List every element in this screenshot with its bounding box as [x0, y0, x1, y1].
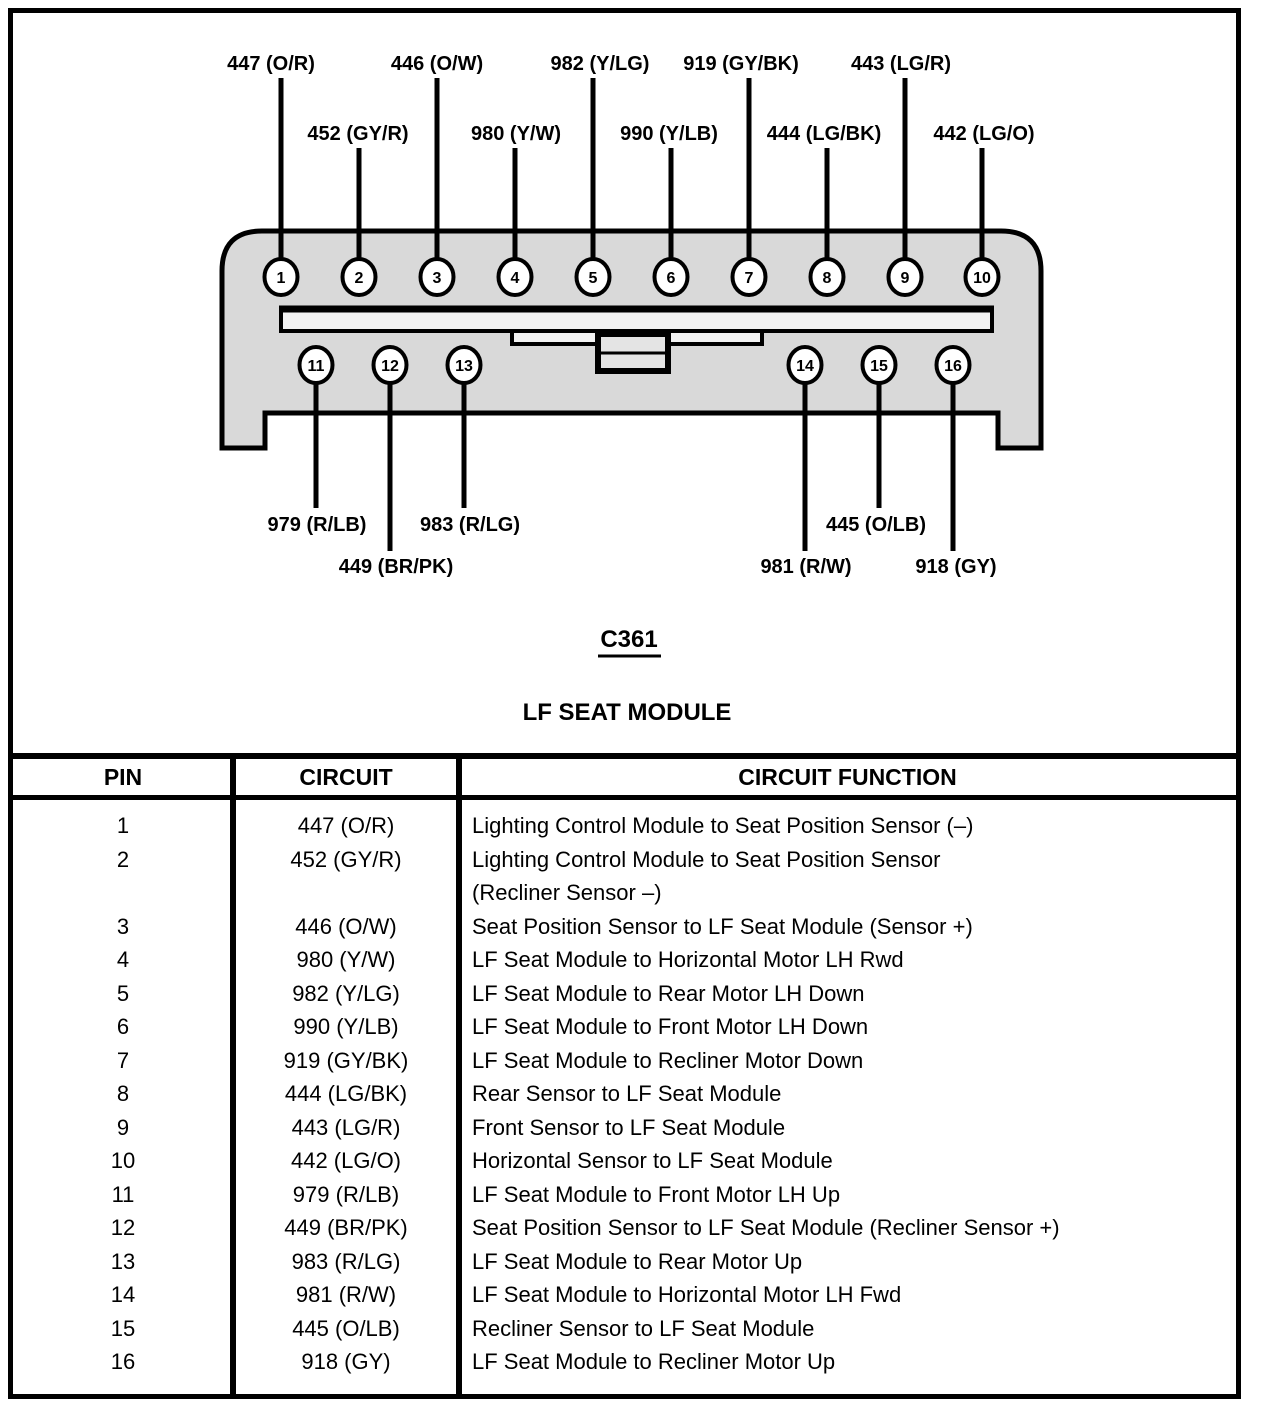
cell-circuit-function — [459, 1044, 1236, 1078]
pin-11 — [300, 347, 333, 383]
wire-label-pin-9: 443 (LG/R) — [850, 53, 952, 75]
cell-circuit: 982 (Y/LG) — [292, 980, 400, 1006]
cell-circuit-function — [459, 910, 1236, 944]
circuit-function-line: Lighting Control Module to Seat Position Sensor (–) — [472, 813, 974, 838]
wire-label-pin-13: 983 (R/LG) — [419, 514, 521, 536]
cell-circuit-function — [459, 809, 1236, 843]
wire-label-pin-1: 447 (O/R) — [227, 53, 315, 75]
pin-14-number: 14 — [796, 358, 814, 375]
pin-14 — [789, 347, 822, 383]
cell-circuit: 980 (Y/W) — [296, 947, 396, 972]
cell-pin: 3 — [116, 913, 130, 939]
circuit-function-line: Seat Position Sensor to LF Seat Module (Sensor +) — [472, 913, 973, 939]
pin-8-number: 8 — [822, 270, 832, 287]
pin-15-number: 15 — [870, 358, 888, 375]
cell-pin: 12 — [110, 1215, 136, 1240]
cell-pin: 5 — [116, 980, 130, 1006]
cell-circuit-function — [459, 1245, 1236, 1279]
circuit-function-line: LF Seat Module to Horizontal Motor LH Fwd — [472, 1282, 902, 1307]
wire-label-pin-7: 919 (GY/BK) — [683, 53, 799, 75]
cell-pin: 7 — [116, 1047, 130, 1073]
cell-circuit: 446 (O/W) — [295, 913, 397, 939]
pin-2-number: 2 — [354, 270, 364, 287]
pin-7 — [733, 259, 766, 295]
cell-circuit: 979 (R/LB) — [292, 1181, 400, 1207]
pin-12 — [374, 347, 407, 383]
table-row — [13, 1178, 1236, 1212]
pin-5 — [577, 259, 610, 295]
circuit-function-line: LF Seat Module to Horizontal Motor LH Rwd — [472, 947, 904, 972]
cell-pin: 4 — [116, 947, 130, 972]
circuit-function-line: LF Seat Module to Recliner Motor Down — [472, 1047, 864, 1073]
circuit-function-line: LF Seat Module to Front Motor LH Down — [472, 1014, 869, 1039]
wire-label-pin-10: 442 (LG/O) — [933, 123, 1035, 145]
cell-circuit: 919 (GY/BK) — [283, 1047, 409, 1073]
pin-1 — [265, 259, 298, 295]
pin-2 — [343, 259, 376, 295]
cell-pin: 2 — [116, 846, 130, 872]
cell-pin: 6 — [116, 1014, 130, 1039]
wire-label-pin-12: 449 (BR/PK) — [338, 556, 454, 578]
pin-10 — [966, 259, 999, 295]
cell-circuit: 445 (O/LB) — [292, 1315, 400, 1341]
header-circuit-function: CIRCUIT FUNCTION — [738, 764, 957, 790]
circuit-function-line: LF Seat Module to Rear Motor LH Down — [472, 980, 865, 1006]
wire-label-pin-15: 445 (O/LB) — [825, 514, 927, 536]
cell-circuit-function — [459, 977, 1236, 1011]
pin-10-number: 10 — [973, 270, 991, 287]
table-row — [13, 809, 1236, 843]
cell-pin: 9 — [116, 1114, 130, 1140]
column-separator-2 — [456, 759, 462, 1394]
cell-circuit: 452 (GY/R) — [290, 846, 402, 872]
cell-circuit-function — [459, 843, 1236, 910]
pin-6 — [655, 259, 688, 295]
cell-pin: 15 — [110, 1315, 136, 1341]
circuit-function-line: LF Seat Module to Recliner Motor Up — [472, 1349, 836, 1374]
table-row — [13, 1278, 1236, 1312]
cell-pin: 14 — [110, 1282, 136, 1307]
circuit-function-line: Seat Position Sensor to LF Seat Module (Recliner Sensor +) — [472, 1215, 1060, 1240]
wire-label-pin-2: 452 (GY/R) — [307, 123, 409, 145]
pin-16 — [937, 347, 970, 383]
cell-circuit-function — [459, 1278, 1236, 1312]
cell-circuit-function — [459, 1178, 1236, 1212]
pin-table — [13, 753, 1236, 1394]
pin-13 — [448, 347, 481, 383]
pin-3 — [421, 259, 454, 295]
cell-pin: 1 — [116, 813, 130, 838]
table-row — [13, 910, 1236, 944]
pin-11-number: 11 — [307, 358, 325, 375]
table-row — [13, 1111, 1236, 1145]
page-frame — [8, 8, 1241, 1399]
pin-9-number: 9 — [900, 270, 910, 287]
pin-8 — [811, 259, 844, 295]
pin-4-number: 4 — [510, 270, 520, 287]
table-row — [13, 943, 1236, 977]
cell-circuit: 983 (R/LG) — [291, 1248, 401, 1274]
circuit-function-line: Lighting Control Module to Seat Position Sensor — [472, 846, 941, 872]
cell-circuit: 444 (LG/BK) — [284, 1081, 408, 1106]
wire-label-pin-14: 981 (R/W) — [760, 556, 852, 578]
table-row — [13, 1044, 1236, 1078]
pin-16-number: 16 — [944, 358, 962, 375]
cell-circuit: 449 (BR/PK) — [284, 1215, 408, 1240]
cell-circuit: 990 (Y/LB) — [293, 1014, 399, 1039]
header-pin: PIN — [103, 764, 143, 790]
pin-6-number: 6 — [666, 270, 676, 287]
cell-circuit-function — [459, 1010, 1236, 1044]
wire-label-pin-8: 444 (LG/BK) — [766, 123, 882, 145]
pin-9 — [889, 259, 922, 295]
cell-circuit: 443 (LG/R) — [291, 1114, 401, 1140]
pin-15 — [863, 347, 896, 383]
wire-label-pin-3: 446 (O/W) — [390, 53, 484, 75]
wire-label-pin-16: 918 (GY) — [915, 556, 997, 578]
circuit-function-line: Horizontal Sensor to LF Seat Module — [472, 1148, 833, 1173]
cell-circuit-function — [459, 1144, 1236, 1178]
cell-circuit: 918 (GY) — [301, 1349, 391, 1374]
pin-4 — [499, 259, 532, 295]
table-row — [13, 1245, 1236, 1279]
pin-7-number: 7 — [744, 270, 754, 287]
cell-circuit-function — [459, 1211, 1236, 1245]
cell-pin: 16 — [110, 1349, 136, 1374]
pin-3-number: 3 — [432, 270, 442, 287]
cell-circuit: 442 (LG/O) — [290, 1148, 402, 1173]
cell-circuit-function — [459, 1077, 1236, 1111]
table-row — [13, 1211, 1236, 1245]
circuit-function-line: LF Seat Module to Rear Motor Up — [472, 1248, 803, 1274]
table-row — [13, 977, 1236, 1011]
column-separator-1 — [230, 759, 236, 1394]
cell-circuit-function — [459, 1345, 1236, 1379]
cell-pin: 8 — [116, 1081, 130, 1106]
pin-5-number: 5 — [588, 270, 598, 287]
circuit-function-line: (Recliner Sensor –) — [472, 880, 662, 905]
wire-label-pin-5: 982 (Y/LG) — [550, 53, 650, 75]
cell-pin: 13 — [110, 1248, 136, 1274]
table-row — [13, 843, 1236, 910]
circuit-function-line: Front Sensor to LF Seat Module — [472, 1114, 786, 1140]
table-row — [13, 1010, 1236, 1044]
table-row — [13, 1345, 1236, 1379]
cell-pin: 10 — [110, 1148, 136, 1173]
pin-12-number: 12 — [381, 358, 399, 375]
wire-label-pin-11: 979 (R/LB) — [267, 514, 367, 536]
table-row — [13, 1144, 1236, 1178]
wire-label-pin-6: 990 (Y/LB) — [620, 123, 718, 145]
circuit-function-line: Rear Sensor to LF Seat Module — [472, 1081, 782, 1106]
circuit-function-line: LF Seat Module to Front Motor LH Up — [472, 1181, 841, 1207]
pin-table-header — [13, 759, 1236, 800]
pin-13-number: 13 — [455, 358, 473, 375]
pin-table-body — [13, 800, 1236, 1379]
table-row — [13, 1077, 1236, 1111]
pin-1-number: 1 — [276, 270, 286, 287]
cell-circuit: 447 (O/R) — [297, 813, 395, 838]
cell-pin: 11 — [111, 1181, 135, 1207]
header-circuit: CIRCUIT — [299, 764, 393, 790]
circuit-function-line: Recliner Sensor to LF Seat Module — [472, 1315, 815, 1341]
cell-circuit-function — [459, 1312, 1236, 1346]
connector-title: LF SEAT MODULE — [522, 699, 732, 726]
cell-circuit-function — [459, 943, 1236, 977]
cell-circuit-function — [459, 1111, 1236, 1145]
cell-circuit: 981 (R/W) — [295, 1282, 397, 1307]
table-row — [13, 1312, 1236, 1346]
wire-label-pin-4: 980 (Y/W) — [470, 123, 562, 145]
connector-id: C361 — [600, 626, 658, 653]
